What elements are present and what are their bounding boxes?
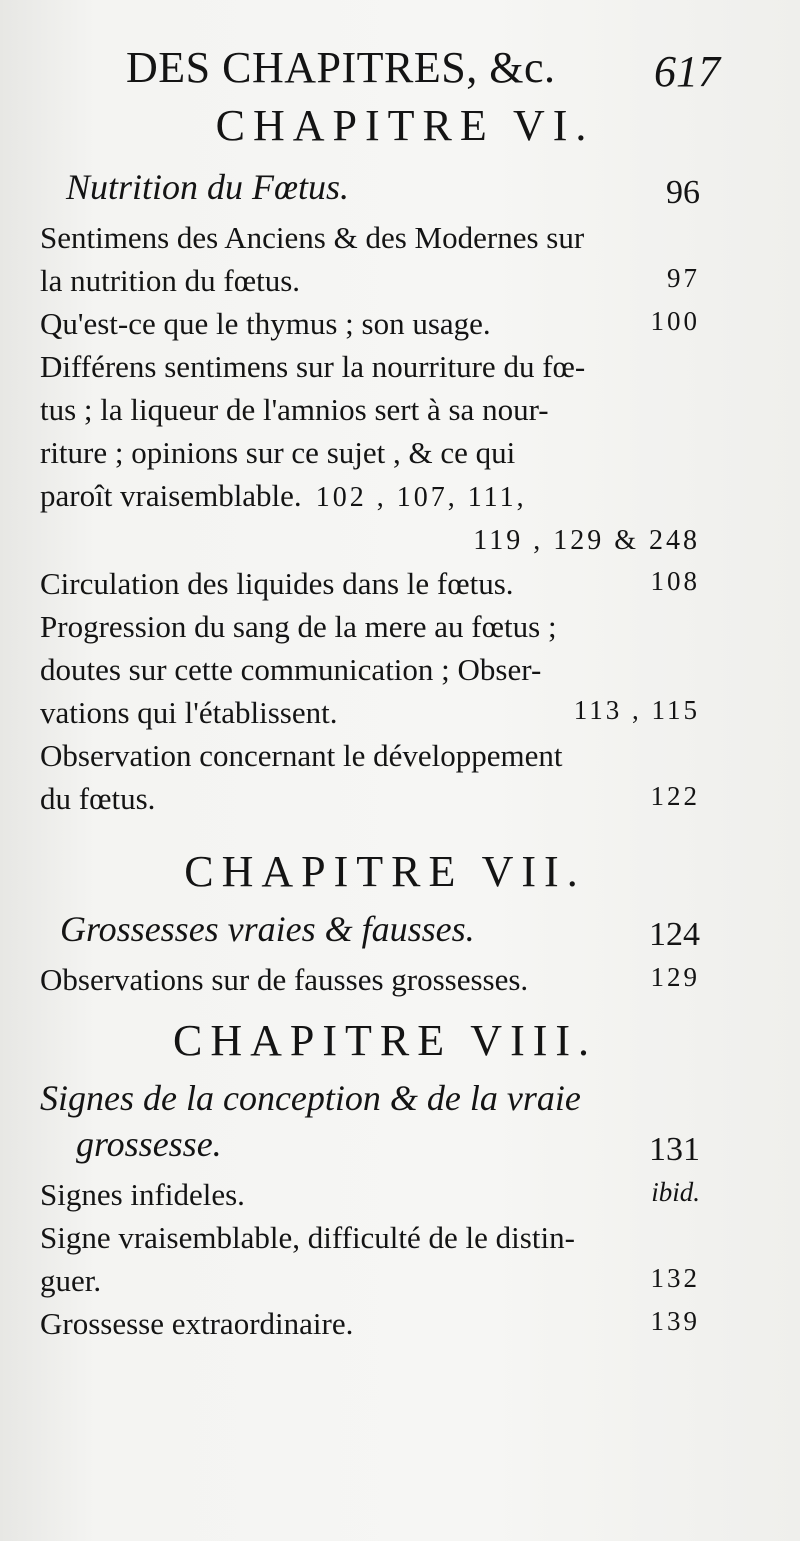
chapter-heading: CHAPITRE VIII. <box>172 1016 598 1065</box>
toc-entry <box>40 1216 700 1302</box>
running-head <box>120 36 720 106</box>
page-reference: 102 , 107, 111, <box>315 482 527 513</box>
entry-line: Différens sentimens sur la nourriture du fœ- <box>40 349 586 384</box>
chapter-title <box>40 906 700 952</box>
entry-line <box>40 474 700 519</box>
entry-line: tus ; la liqueur de l'amnios sert à sa nour- <box>40 392 549 427</box>
entry-line: Progression du sang de la mere au fœtus ; <box>40 609 557 644</box>
toc-entry <box>40 562 700 605</box>
page-reference: 119 , 129 & 248 <box>473 525 700 556</box>
toc-entry <box>40 302 700 345</box>
chapter-title-text: Nutrition du Fœtus. <box>66 167 350 207</box>
toc-entry <box>40 216 700 302</box>
entry-line: Observations sur de fausses grossesses. <box>40 962 529 997</box>
page-reference: 124 <box>649 916 700 953</box>
toc-entry <box>40 605 700 734</box>
entry-line: la nutrition du fœtus. <box>40 263 301 298</box>
page-reference: 139 <box>650 1306 700 1336</box>
chapter-heading: CHAPITRE VI. <box>215 101 595 150</box>
chapter-heading: CHAPITRE VII. <box>184 847 586 896</box>
toc-entry <box>40 1173 700 1216</box>
page-reference: 122 <box>650 781 700 811</box>
entry-line: du fœtus. <box>40 781 156 816</box>
page-reference: 131 <box>649 1131 700 1168</box>
page-reference: ibid. <box>651 1177 700 1207</box>
chapter-title <box>40 1075 700 1167</box>
entry-line: Signes infideles. <box>40 1177 245 1212</box>
chapter-title-text: Signes de la conception & de la vraie <box>40 1078 581 1118</box>
entry-line: Circulation des liquides dans le fœtus. <box>40 566 514 601</box>
entry-line: Sentimens des Anciens & des Modernes sur <box>40 220 585 255</box>
entry-line: vations qui l'établissent. <box>40 695 338 730</box>
page-reference: 97 <box>667 263 700 293</box>
chapter-title-text: Grossesses vraies & fausses. <box>60 909 475 949</box>
entry-line: Grossesse extraordinaire. <box>40 1306 354 1341</box>
entry-line: Signe vraisemblable, difficulté de le distin- <box>40 1220 575 1255</box>
chapter-title <box>40 164 700 210</box>
page-reference: 100 <box>650 306 700 336</box>
entry-line: doutes sur cette communication ; Obser- <box>40 652 542 687</box>
chapter-title-text: grossesse. <box>76 1124 222 1164</box>
entry-line: riture ; opinions sur ce sujet , & ce qui <box>40 435 516 470</box>
toc-entry <box>40 958 700 1001</box>
page-reference: 113 , 115 <box>573 695 700 725</box>
entry-line: guer. <box>40 1263 102 1298</box>
page-reference: 129 <box>650 962 700 992</box>
entry-line: Qu'est-ce que le thymus ; son usage. <box>40 306 491 341</box>
entry-line: Observation concernant le développement <box>40 738 563 773</box>
page-number: 617 <box>654 47 720 96</box>
table-of-contents <box>40 100 700 1345</box>
running-head-title: DES CHAPITRES, &c. <box>126 43 556 92</box>
page-reference: 96 <box>666 174 700 211</box>
toc-entry <box>40 734 700 820</box>
entry-line-text: paroît vraisemblable. <box>40 478 302 513</box>
page-reference: 108 <box>650 566 700 596</box>
page-reference: 132 <box>650 1263 700 1293</box>
toc-entry <box>40 345 700 562</box>
toc-entry <box>40 1302 700 1345</box>
